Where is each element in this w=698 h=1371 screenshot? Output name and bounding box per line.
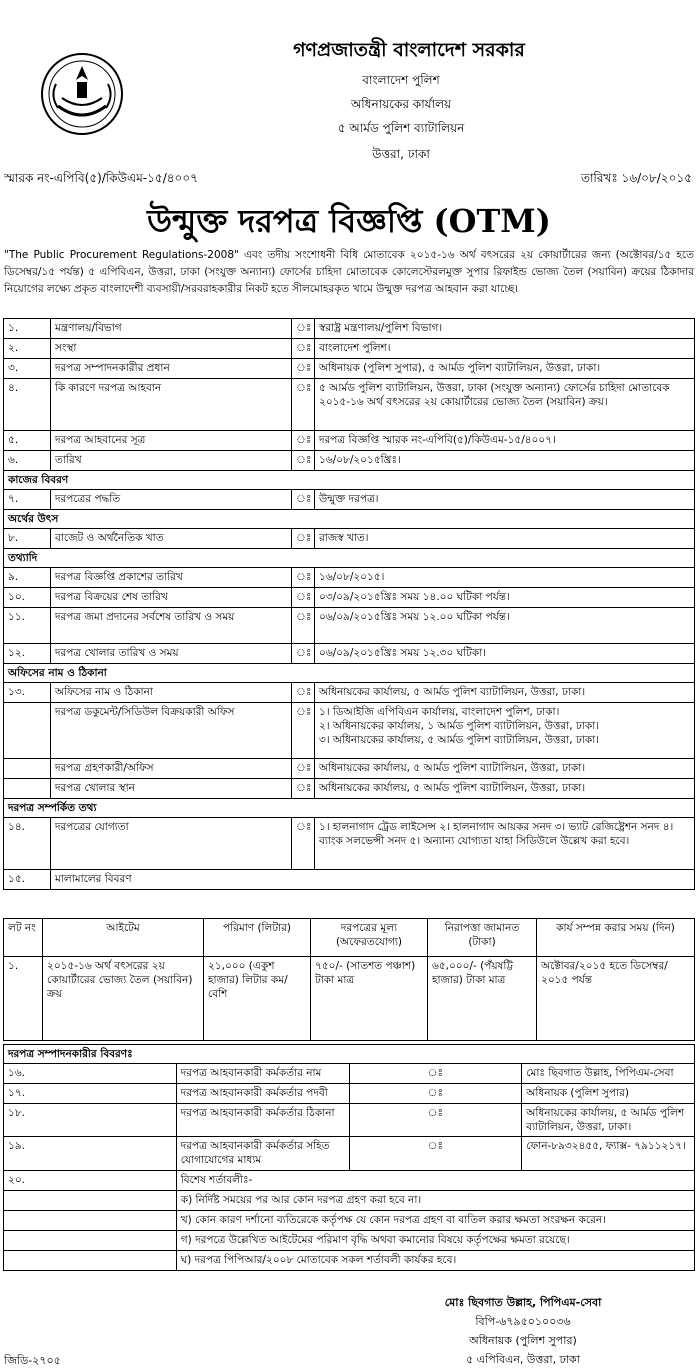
table-cell: ০৬/০৯/২০১৫খ্রিঃ সময় ১২.৩০ ঘটিকা। — [315, 644, 695, 664]
table-cell — [4, 779, 51, 799]
table-cell: দরপত্র আহবানকারী কর্মকর্তার ঠিকানা — [176, 1104, 349, 1137]
table-cell: ঃ — [292, 703, 315, 759]
table-cell: স্বরাষ্ট্র মন্ত্রণালয়/পুলিশ বিভাগ। — [315, 319, 695, 339]
table-cell: অধিনায়কের কার্যালয়, ৫ আর্মড পুলিশ ব্যাটালিয়ন, উত্তরা, ঢাকা। — [522, 1104, 695, 1137]
table-cell: দরপত্র ডকুমেন্ট/সিডিউল বিক্রয়কারী অফিস — [51, 703, 292, 759]
table-cell: দরপত্র গ্রহণকারী/অফিস — [51, 759, 292, 779]
table-cell: মন্ত্রণালয়/বিভাগ — [51, 319, 292, 339]
table-row — [4, 529, 695, 549]
table-cell: লট নং — [4, 919, 43, 957]
table-row — [4, 1171, 695, 1191]
table-cell: ৮. — [4, 529, 51, 549]
signatory-name: মোঃ ছিবগাত উল্লাহ, পিপিএম-সেবা — [444, 1296, 602, 1309]
goods-row — [4, 957, 695, 1041]
table-cell: ঃ — [349, 1104, 522, 1137]
table-cell: বিশেষ শর্তাবলীঃ- — [176, 1171, 694, 1191]
table-cell: ঃ — [292, 588, 315, 608]
table-cell: দরপত্র বিজ্ঞপ্তি স্মারক নং-এপিবি(৫)/কিউএম-১৫/৪০০৭। — [315, 431, 695, 451]
table-cell: ১। হালনাগাদ ট্রেড লাইসেন্স ২। হালনাগাদ আয়কর সনদ ৩। ভ্যাট রেজিষ্ট্রেশন সনদ ৪। ব্যাংক সলভেন্সী সনদ ৫। অন্যান্য যোগ্যতা যাহা সিডিউলে উল্লেখ করা হবে। — [315, 818, 695, 870]
table-cell: আইটেম — [43, 919, 204, 957]
table-row — [4, 1211, 695, 1231]
table-cell: দরপত্র আহবানকারী কর্মকর্তার পদবী — [176, 1084, 349, 1104]
table-cell: ফোন-৮৯৩২৪৫৫, ফ্যাক্স- ৭৯১১২১৭। — [522, 1137, 695, 1171]
section-info: তথ্যাদি — [4, 549, 695, 568]
table-cell: দরপত্রের যোগ্যতা — [51, 818, 292, 870]
table-cell — [4, 703, 51, 759]
table-row — [4, 608, 695, 644]
signatory-title: অধিনায়ক (পুলিশ সুপার) — [469, 1334, 577, 1347]
table-cell: দরপত্র বিজ্ঞপ্তি প্রকাশের তারিখ — [51, 568, 292, 588]
signatory-unit: ৫ এপিবিএন, উত্তরা, ঢাকা — [466, 1353, 580, 1366]
table-cell: ১৭. — [4, 1084, 177, 1104]
table-cell: ১৬/০৮/২০১৫। — [315, 568, 695, 588]
table-cell: ৭. — [4, 490, 51, 510]
table-cell: দরপত্র আহবানকারী কর্মকর্তার সহিত যোগাযোগের মাধ্যম — [176, 1137, 349, 1171]
table-cell: ঃ — [292, 431, 315, 451]
table-row — [4, 683, 695, 703]
table-cell: ১৬. — [4, 1064, 177, 1084]
table-cell: কি কারণে দরপত্র আহবান — [51, 379, 292, 431]
table-cell: ঃ — [292, 608, 315, 644]
table-row — [4, 1064, 695, 1084]
table-row — [4, 339, 695, 359]
table-cell: ঃ — [292, 683, 315, 703]
table-row — [4, 1191, 695, 1211]
table-row — [4, 759, 695, 779]
organization-name: বাংলাদেশ পুলিশ — [362, 73, 440, 87]
table-row — [4, 379, 695, 431]
table-cell: ঃ — [292, 818, 315, 870]
table-cell: দরপত্র সম্পাদনকারীর প্রধান — [51, 359, 292, 379]
table-row — [4, 1251, 695, 1271]
table-cell: ঃ — [349, 1064, 522, 1084]
table-row — [4, 1104, 695, 1137]
table-cell: তারিখ — [51, 451, 292, 471]
table-cell: ১৬/০৮/২০১৫খ্রিঃ। — [315, 451, 695, 471]
table-row — [4, 1137, 695, 1171]
notice-heading: উন্মুক্ত দরপত্র বিজ্ঞপ্তি (OTM) — [147, 202, 551, 240]
gd-number: জিডি-২৭০৫ — [4, 1354, 61, 1367]
table-row — [4, 779, 695, 799]
table-cell: দরপত্র জমা প্রদানের সর্বশেষ তারিখ ও সময় — [51, 608, 292, 644]
table-cell: ৩. — [4, 359, 51, 379]
table-cell — [4, 1231, 177, 1251]
table-cell: ২১,০০০ (একুশ হাজার) লিটার কম/বেশি — [204, 957, 311, 1041]
table-cell: ১. — [4, 957, 43, 1041]
table-cell: অফিসের নাম ও ঠিকানা — [51, 683, 292, 703]
table-cell: মোঃ ছিবগাত উল্লাহ, পিপিএম-সেবা — [522, 1064, 695, 1084]
table-row — [4, 588, 695, 608]
table-cell: ঃ — [292, 759, 315, 779]
table-cell: ৬. — [4, 451, 51, 471]
table-cell: ১১. — [4, 608, 51, 644]
table-cell: ৭৫০/- (সাতশত পঞ্চাশ) টাকা মাত্র — [311, 957, 428, 1041]
table-row — [4, 664, 695, 683]
official-table — [3, 1044, 695, 1271]
table-cell: বাংলাদেশ পুলিশ। — [315, 339, 695, 359]
table-cell: ২০১৫-১৬ অর্থ বৎসরের ২য় কোয়ার্টারের ভোজ্য তৈল (সয়াবিন) ক্রয় — [43, 957, 204, 1041]
table-cell — [4, 1211, 177, 1231]
table-cell: দরপত্রের মূল্য (অফেরতযোগ্য) — [311, 919, 428, 957]
table-cell: দরপত্র আহবানের সূত্র — [51, 431, 292, 451]
government-title: গণপ্রজাতন্ত্রী বাংলাদেশ সরকার — [293, 39, 525, 61]
table-row — [4, 870, 695, 890]
table-cell: অধিনায়কের কার্যালয়, ৫ আর্মড পুলিশ ব্যাটালিয়ন, উত্তরা, ঢাকা। — [315, 759, 695, 779]
table-cell: অধিনায়ক (পুলিশ সুপার) — [522, 1084, 695, 1104]
office-name: অধিনায়কের কার্যালয় — [350, 97, 452, 111]
city-name: উত্তরা, ঢাকা — [372, 147, 430, 161]
section-tender: দরপত্র সম্পর্কিত তথ্য — [4, 799, 695, 818]
table-cell: ৫ আর্মড পুলিশ ব্যাটালিয়ন, উত্তরা, ঢাকা (সংযুক্ত অন্যান্য) ফোর্সের চাহিদা মোতাবেক ২০১৫-১৬ অর্থ বৎসরের ২য় কোয়ার্টারের ভোজ্য তৈল (সয়াবিন) ক্রয়। — [315, 379, 695, 431]
table-row — [4, 799, 695, 818]
table-cell: ঃ — [349, 1084, 522, 1104]
table-cell: দরপত্র খোলার স্থান — [51, 779, 292, 799]
section-fund: অর্থের উৎস — [4, 510, 695, 529]
table-row — [4, 703, 695, 759]
table-cell: অক্টোবর/২০১৫ হতে ডিসেম্বর/২০১৫ পর্যন্ত — [537, 957, 695, 1041]
table-cell: রাজস্ব খাত। — [315, 529, 695, 549]
table-row — [4, 490, 695, 510]
table-cell — [4, 1251, 177, 1271]
memo-date: তারিখঃ ১৬/০৮/২০১৫ — [580, 171, 692, 185]
table-cell — [4, 759, 51, 779]
table-cell: ঃ — [292, 379, 315, 431]
table-cell: ১২. — [4, 644, 51, 664]
table-cell: ৬৫,০০০/- (পঁয়ষট্টি হাজার) টাকা মাত্র — [428, 957, 537, 1041]
table-row — [4, 471, 695, 490]
condition-item: গ) দরপত্রে উল্লেখিত আইটেমের পরিমাণ বৃদ্ধি অথবা কমানোর বিষয়ে কর্তৃপক্ষের ক্ষমতা রয়েছে। — [176, 1231, 694, 1251]
table-cell: ০৬/০৯/২০১৫খ্রিঃ সময় ১২.০০ ঘটিকা পর্যন্ত। — [315, 608, 695, 644]
table-cell: ঃ — [292, 490, 315, 510]
table-row — [4, 549, 695, 568]
condition-item: খ) কোন কারণ দর্শানো ব্যতিরেকে কর্তৃপক্ষ যে কোন দরপত্র গ্রহণ বা বাতিল করার ক্ষমতা সংরক্ষন করেন। — [176, 1211, 694, 1231]
table-cell: ঃ — [292, 529, 315, 549]
table-cell: ১৩. — [4, 683, 51, 703]
table-cell: উন্মুক্ত দরপত্র। — [315, 490, 695, 510]
table-cell: ৯. — [4, 568, 51, 588]
intro-paragraph: "The Public Procurement Regulations-2008" এবং তদীয় সংশোধনী বিধি মোতাবেক ২০১৫-১৬ অর্থ বৎসরের ২য় কোয়ার্টারের জন্য (অক্টোবর/১৫ হতে ডিসেম্বর/১৫ পর্যন্ত) ৫ এপিবিএন, উত্তরা, ঢাকা (সংযুক্ত অন্যান্য) ফোর্সের চাহিদা মোতাবেক কোলেস্টেরলমুক্ত সুপার রিফাইন্ড ভোজ্য তৈল (সয়াবিন) ক্রয়ের ঠিকাদার নিয়োগের লক্ষ্যে প্রকৃত বাংলাদেশী ব্যবসায়ী/সরবরাহকারীর নিকট হতে সীলমোহরকৃত খামে উন্মুক্ত দরপত্র আহবান করা যাচ্ছে। — [4, 249, 694, 295]
table-row — [4, 818, 695, 870]
info-table-1 — [3, 318, 695, 890]
table-cell: মালামালের বিবরণ — [51, 870, 695, 890]
table-row — [4, 359, 695, 379]
table-row — [4, 510, 695, 529]
table-row — [4, 1045, 695, 1064]
table-cell: ঃ — [292, 568, 315, 588]
table-cell: নিরাপত্তা জামানত (টাকা) — [428, 919, 537, 957]
table-cell: অধিনায়ক (পুলিশ সুপার), ৫ আর্মড পুলিশ ব্যাটালিয়ন, উত্তরা, ঢাকা। — [315, 359, 695, 379]
table-cell: ২০. — [4, 1171, 177, 1191]
condition-item: ঘ) দরপত্র পিপিআর/২০০৮ মোতাবেক সকল শর্তাবলী কার্যকর হবে। — [176, 1251, 694, 1271]
table-cell: ১। ডিআইজি এপিবিএন কার্যালয়, বাংলাদেশ পুলিশ, ঢাকা। ২। অধিনায়কের কার্যালয়, ১ আর্মড পুলিশ ব্যাটালিয়ন, উত্তরা, ঢাকা। ৩। অধিনায়কের কার্যালয়, ৫ আর্মড পুলিশ ব্যাটালিয়ন, উত্তরা, ঢাকা। — [315, 703, 695, 759]
table-cell: দরপত্র বিক্রয়ের শেষ তারিখ — [51, 588, 292, 608]
table-cell: দরপত্রের পদ্ধতি — [51, 490, 292, 510]
table-cell: ঃ — [292, 779, 315, 799]
section-work: কাজের বিবরণ — [4, 471, 695, 490]
table-cell: দরপত্র খোলার তারিখ ও সময় — [51, 644, 292, 664]
table-row — [4, 431, 695, 451]
table-row — [4, 644, 695, 664]
table-cell: ১০. — [4, 588, 51, 608]
section-official: দরপত্র সম্পাদনকারীর বিবরণঃ — [4, 1045, 695, 1064]
table-cell: অধিনায়কের কার্যালয়, ৫ আর্মড পুলিশ ব্যাটালিয়ন, উত্তরা, ঢাকা। — [315, 683, 695, 703]
table-cell: ঃ — [292, 644, 315, 664]
table-cell: অধিনায়কের কার্যালয়, ৫ আর্মড পুলিশ ব্যাটালিয়ন, উত্তরা, ঢাকা। — [315, 779, 695, 799]
signature-block — [408, 1294, 638, 1370]
table-cell: সংস্থা — [51, 339, 292, 359]
table-cell: ১৪. — [4, 818, 51, 870]
table-cell: ১৯. — [4, 1137, 177, 1171]
table-row — [4, 451, 695, 471]
table-cell: কার্য সম্পন্ন করার সময় (দিন) — [537, 919, 695, 957]
table-row — [4, 1084, 695, 1104]
table-cell: ঃ — [349, 1137, 522, 1171]
table-cell: ১. — [4, 319, 51, 339]
table-cell: পরিমাণ (লিটার) — [204, 919, 311, 957]
table-cell: ৫. — [4, 431, 51, 451]
memo-number: স্মারক নং-এপিবি(৫)/কিউএম-১৫/৪০০৭ — [4, 171, 198, 185]
table-cell: দরপত্র আহবানকারী কর্মকর্তার নাম — [176, 1064, 349, 1084]
table-cell: বাজেট ও অর্থনৈতিক খাত — [51, 529, 292, 549]
section-office: অফিসের নাম ও ঠিকানা — [4, 664, 695, 683]
table-cell: ১৮. — [4, 1104, 177, 1137]
table-row — [4, 919, 695, 957]
signatory-bp: বিপি-৬৭৯৫০১০০৩৬ — [475, 1315, 571, 1328]
table-row — [4, 1231, 695, 1251]
table-cell: ঃ — [292, 359, 315, 379]
table-cell: ০৩/০৯/২০১৫খ্রিঃ সময় ১৪.০০ ঘটিকা পর্যন্ত। — [315, 588, 695, 608]
table-cell: ১৫. — [4, 870, 51, 890]
table-cell — [4, 1191, 177, 1211]
goods-table — [3, 918, 695, 1041]
table-cell: ২. — [4, 339, 51, 359]
table-cell: ঃ — [292, 451, 315, 471]
table-row — [4, 568, 695, 588]
table-cell: ঃ — [292, 339, 315, 359]
table-row — [4, 319, 695, 339]
condition-item: ক) নির্দিষ্ট সময়ের পর আর কোন দরপত্র গ্রহণ করা হবে না। — [176, 1191, 694, 1211]
table-cell: ৪. — [4, 379, 51, 431]
unit-name: ৫ আর্মড পুলিশ ব্যাটালিয়ন — [337, 121, 465, 135]
table-cell: ঃ — [292, 319, 315, 339]
